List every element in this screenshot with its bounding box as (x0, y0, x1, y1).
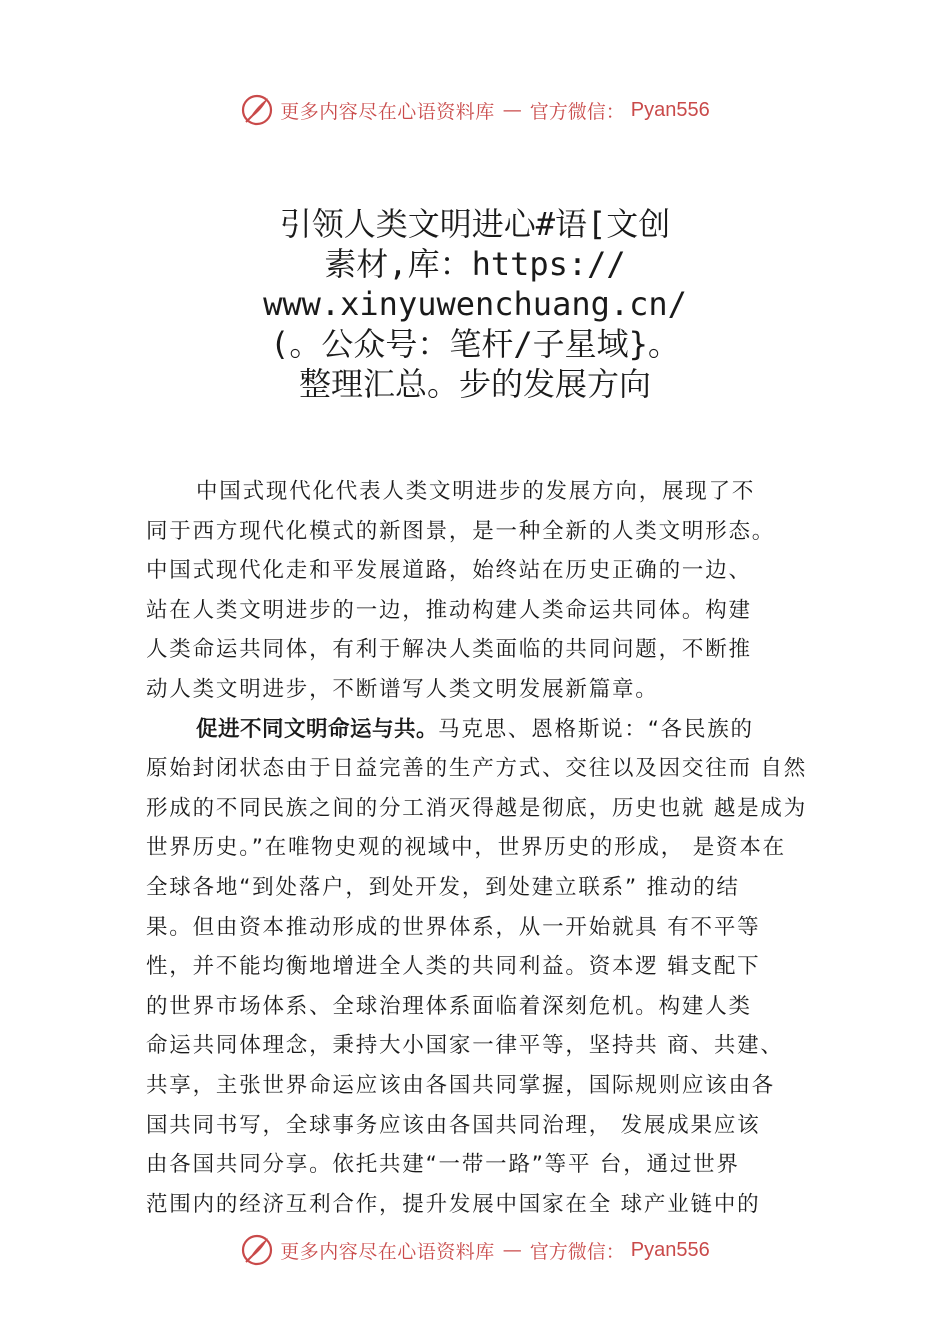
paragraph-1-line: 动人类文明进步，不断谱写人类文明发展新篇章。 (146, 676, 659, 702)
title-line: 整理汇总。步的发展方向 (298, 365, 651, 403)
paragraph-2-line: 全球各地“到处落户，到处开发，到处建立联系” 推动的结 (146, 874, 740, 900)
paragraph-2-line: 由各国共同分享。依托共建“一带一路”等平 台，通过世界 (146, 1152, 740, 1178)
footer-dash: — (502, 1239, 522, 1261)
paragraph-2-line: 原始封闭状态由于日益完善的生产方式、交往以及因交往而 自然 (146, 756, 808, 782)
paragraph-2-line: 命运共同体理念，秉持大小国家一律平等，坚持共 商、共建、 (146, 1033, 784, 1059)
header-banner (0, 93, 950, 127)
paragraph-1-line: 中国式现代化代表人类文明进步的发展方向，展现了不 (196, 479, 756, 504)
header-dash: — (502, 99, 522, 121)
title-line: 引领人类文明进心#语[文创 (279, 205, 671, 243)
paragraph-2-heading: 促进不同文明命运与共。 (196, 716, 439, 742)
paragraph-2-first-line (146, 710, 836, 750)
title-line: 素材,库：https:// (324, 245, 626, 283)
paragraph-2-line: 范围内的经济互利合作，提升发展中国家在全 球产业链中的 (146, 1191, 761, 1217)
quill-logo-icon (240, 1233, 274, 1267)
paragraph-1-line: 中国式现代化走和平发展道路，始终站在历史正确的一边、 (146, 558, 752, 584)
paragraph-2-line: 国共同书写，全球事务应该由各国共同治理， 发展成果应该 (146, 1112, 761, 1138)
paragraph-2-line: 果。但由资本推动形成的世界体系，从一开始就具 有不平等 (146, 914, 761, 940)
document-body (146, 472, 836, 1224)
header-wechat-label: 官方微信： (529, 100, 625, 123)
paragraph-2-line: 共享，主张世界命运应该由各国共同掌握，国际规则应该由各 (146, 1072, 776, 1098)
header-site-text: 更多内容尽在心语资料库 (280, 100, 495, 123)
title-line: (。公众号：笔杆/子星域}。 (270, 325, 680, 363)
paragraph-2-first-line-text: 马克思、恩格斯说：“各民族的 (438, 716, 754, 742)
footer-banner (0, 1233, 950, 1267)
document-title (150, 204, 800, 404)
paragraph-1-line: 人类命运共同体，有利于解决人类面临的共同问题，不断推 (146, 637, 752, 663)
header-wechat-id: Pyan556 (630, 98, 710, 121)
paragraph-1-line: 同于西方现代化模式的新图景，是一种全新的人类文明形态。 (146, 518, 776, 544)
footer-site-text: 更多内容尽在心语资料库 (280, 1240, 495, 1263)
paragraph-2-line: 的世界市场体系、全球治理体系面临着深刻危机。构建人类 (146, 993, 752, 1019)
footer-wechat-label: 官方微信： (529, 1240, 625, 1263)
paragraph-2-line: 世界历史。”在唯物史观的视域中，世界历史的形成， 是资本在 (146, 835, 786, 861)
title-line: www.xinyuwenchuang.cn/ (263, 285, 687, 323)
paragraph-2-line: 性，并不能均衡地增进全人类的共同利益。资本逻 辑支配下 (146, 954, 761, 980)
paragraph-2-line: 形成的不同民族之间的分工消灭得越是彻底，历史也就 越是成为 (146, 795, 808, 821)
footer-wechat-id: Pyan556 (630, 1238, 710, 1261)
quill-logo-icon (240, 93, 274, 127)
paragraph-1-line: 站在人类文明进步的一边，推动构建人类命运共同体。构建 (146, 597, 752, 623)
